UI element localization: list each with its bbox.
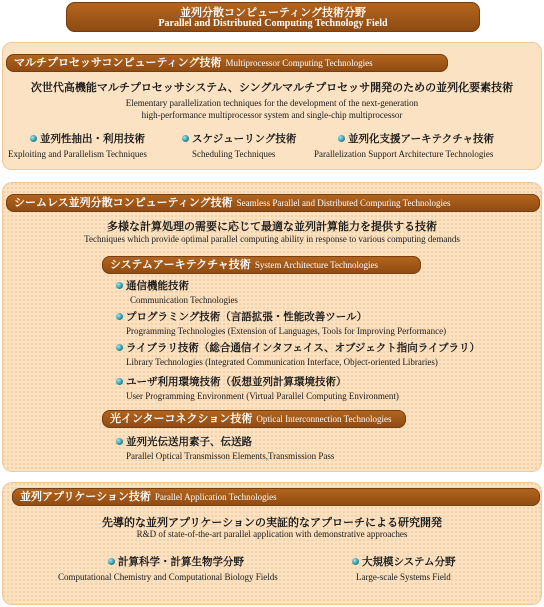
optical-header-jp: 光インターコネクション技術: [110, 412, 253, 425]
system-arch-item-4-jp: ユーザ利用環境技術（仮想並列計算環境技術）: [126, 376, 347, 388]
bullet-icon: [116, 313, 123, 320]
multiprocessor-item-3-en: Parallelization Support Architecture Technologies: [314, 149, 494, 159]
application-header: [12, 488, 540, 506]
multiprocessor-item-2-jp: スケジューリング技術: [192, 133, 297, 145]
multiprocessor-header-jp: マルチプロセッサコンピューティング技術: [14, 56, 222, 69]
bullet-icon: [182, 135, 189, 142]
system-arch-item-2-en: Programming Technologies (Extension of Languages, Tools for Improving Performance): [126, 326, 447, 336]
multiprocessor-item-2-en: Scheduling Techniques: [192, 149, 276, 159]
system-arch-item-1: [116, 278, 238, 305]
multiprocessor-goal-en-1: Elementary parallelization techniques for the development of the next-generation: [125, 98, 419, 108]
multiprocessor-item-1-jp: 並列性抽出・利用技術: [40, 133, 145, 145]
multiprocessor-goal-jp: 次世代高機能マルチプロセッサシステム、シングルマルチプロセッサ開発のための並列化要素技術: [30, 81, 514, 94]
seamless-goal-en: Techniques which provide optimal parallel computing ability in response to various computing demands: [84, 234, 460, 244]
application-goal-jp: 先導的な並列アプリケーションの実証的なアプローチによる研究開発: [102, 516, 442, 529]
application-header-en: Parallel Application Technologies: [154, 492, 277, 502]
title-jp: 並列分散コンピューティング技術分野: [180, 6, 366, 19]
multiprocessor-goal-en-2: high-performance multiprocessor system and single-chip multiprocessor: [141, 110, 403, 120]
multiprocessor-header-en: Multiprocessor Computing Technologies: [225, 58, 373, 68]
system-arch-item-3-en: Library Technologies (Integrated Communication Interface, Object-oriented Libraries): [126, 357, 438, 367]
optical-item-1: [116, 434, 334, 461]
seamless-panel: [2, 182, 542, 472]
bullet-icon: [116, 378, 123, 385]
bullet-icon: [338, 135, 345, 142]
application-item-2-jp: 大規模システム分野: [362, 556, 456, 568]
system-arch-item-3: [116, 340, 480, 367]
multiprocessor-item-3-jp: 並列化支援アーキテクチャ技術: [348, 133, 494, 145]
system-arch-header-jp: システムアーキテクチャ技術: [110, 258, 251, 271]
seamless-header-en: Seamless Parallel and Distributed Computing Technologies: [236, 198, 451, 208]
seamless-goal-jp: 多様な計算処理の需要に応じて最適な並列計算能力を提供する技術: [107, 220, 437, 233]
optical-item-1-en: Parallel Optical Transmisson Elements,Transmission Pass: [126, 451, 335, 461]
bullet-icon: [116, 344, 123, 351]
seamless-header-jp: シームレス並列分散コンピューティング技術: [14, 196, 233, 209]
seamless-header: [6, 194, 540, 212]
bullet-icon: [116, 282, 123, 289]
bullet-icon: [30, 135, 37, 142]
multiprocessor-panel: [2, 42, 542, 170]
system-arch-item-1-jp: 通信機能技術: [126, 280, 189, 292]
multiprocessor-item-3: [314, 131, 494, 159]
application-panel: [2, 482, 542, 605]
application-item-1-en: Computational Chemistry and Computational Biology Fields: [58, 572, 278, 582]
bullet-icon: [108, 558, 115, 565]
system-arch-item-4-en: User Programming Environment (Virtual Parallel Computing Environment): [126, 391, 399, 401]
application-item-2-en: Large-scale Systems Field: [356, 572, 451, 582]
optical-item-1-jp: 並列光伝送用素子、伝送路: [126, 436, 252, 448]
title-banner: [66, 2, 480, 32]
application-header-jp: 並列アプリケーション技術: [20, 490, 151, 503]
system-arch-header: [102, 256, 421, 274]
system-arch-item-1-en: Communication Technologies: [130, 295, 238, 305]
system-arch-header-en: System Architecture Technologies: [254, 260, 378, 270]
system-arch-item-4: [116, 374, 399, 401]
bullet-icon: [352, 558, 359, 565]
multiprocessor-item-2: [182, 131, 296, 159]
optical-header-en: Optical Interconnection Technologies: [256, 414, 392, 424]
optical-header: [102, 410, 406, 428]
application-item-1-jp: 計算科学・計算生物学分野: [118, 556, 244, 568]
multiprocessor-header: [6, 54, 448, 72]
bullet-icon: [116, 438, 123, 445]
application-goal-en: R&D of state-of-the-art parallel application with demonstrative approaches: [136, 529, 408, 539]
system-arch-item-3-jp: ライブラリ技術（総合通信インタフェイス、オブジェクト指向ライブラリ）: [126, 342, 481, 354]
application-item-2: [352, 554, 455, 582]
multiprocessor-item-1: [8, 131, 147, 159]
application-item-1: [58, 554, 278, 582]
multiprocessor-item-1-en: Exploiting and Parallelism Techniques: [8, 149, 147, 159]
system-arch-item-2: [116, 309, 446, 336]
title-en: Parallel and Distributed Computing Technology Field: [158, 18, 388, 29]
system-arch-item-2-jp: プログラミング技術（言語拡張・性能改善ツール）: [126, 311, 368, 323]
